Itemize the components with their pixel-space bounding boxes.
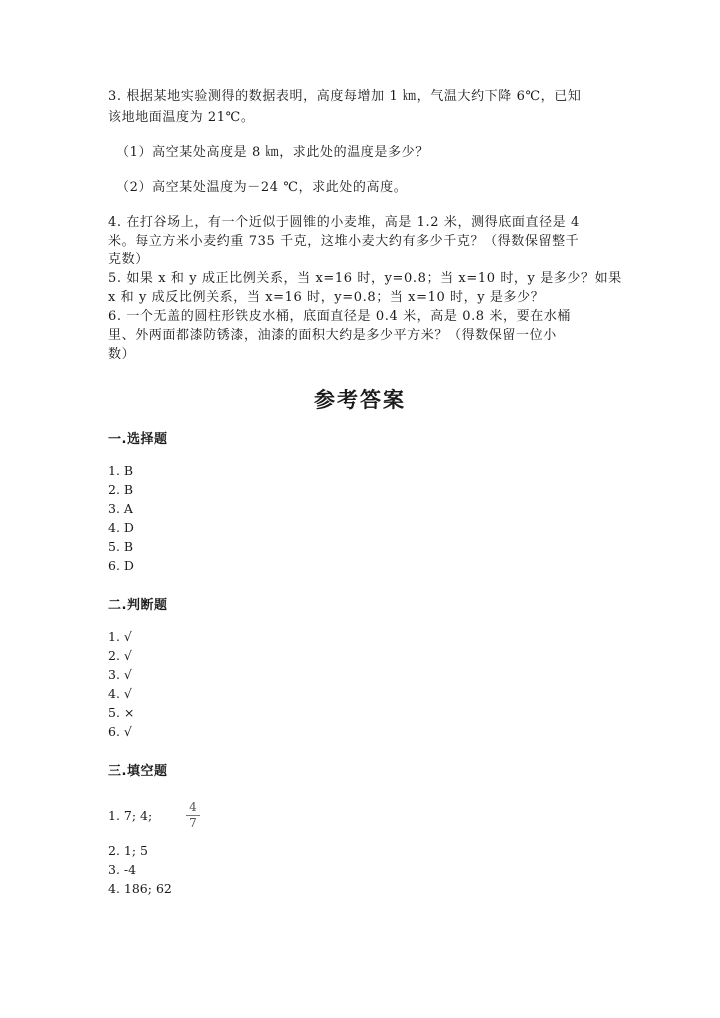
q6-line-2: 里、外两面都漆防锈漆，油漆的面积大约是多少平方米？（得数保留一位小 (108, 328, 557, 343)
q6-line-3: 数） (108, 347, 136, 362)
judgement-answer-5: 5. × (108, 705, 135, 720)
choice-answer-1: 1. B (108, 463, 134, 478)
choice-answer-5: 5. B (108, 539, 134, 554)
judgement-answer-2: 2. √ (108, 648, 132, 663)
q4-line-2: 米。每立方米小麦约重 735 千克，这堆小麦大约有多少千克？（得数保留整千 (108, 234, 580, 249)
q6-line-1: 6. 一个无盖的圆柱形铁皮水桶，底面直径是 0.4 米，高是 0.8 米，要在水桶 (108, 309, 572, 324)
section-heading-fill-blank: 三.填空题 (108, 764, 168, 779)
answer-key-title: 参考答案 (314, 388, 406, 412)
choice-answer-2: 2. B (108, 482, 134, 497)
q5-line-1: 5. 如果 x 和 y 成正比例关系，当 x=16 时，y=0.8；当 x=10 时，y 是多少？如果 (108, 271, 622, 286)
q4-line-3: 克数） (108, 252, 149, 267)
choice-answer-6: 6. D (108, 558, 134, 573)
judgement-answer-3: 3. √ (108, 667, 132, 682)
q3-line-1: 3. 根据某地实验测得的数据表明，高度每增加 1 ㎞，气温大约下降 6℃，已知 (108, 89, 582, 104)
q3-line-2: 该地地面温度为 21℃。 (108, 110, 255, 125)
q4-line-1: 4. 在打谷场上，有一个近似于圆锥的小麦堆，高是 1.2 米，测得底面直径是 4 (108, 215, 580, 230)
section-heading-choice: 一.选择题 (108, 432, 168, 447)
judgement-answer-6: 6. √ (108, 724, 132, 739)
fraction-denominator: 7 (189, 816, 197, 830)
judgement-answer-1: 1. √ (108, 629, 132, 644)
fill-answer-3: 3. -4 (108, 862, 137, 877)
q5-line-2: x 和 y 成反比例关系，当 x=16 时，y=0.8；当 x=10 时，y 是多少？ (108, 290, 545, 305)
q3-sub-2: （2）高空某处温度为－24 ℃，求此处的高度。 (116, 180, 408, 195)
choice-answer-3: 3. A (108, 501, 133, 516)
section-heading-judgement: 二.判断题 (108, 598, 168, 613)
judgement-answer-4: 4. √ (108, 686, 132, 701)
fraction-numerator: 4 (189, 800, 197, 814)
choice-answer-4: 4. D (108, 520, 134, 535)
fill-answer-1: 1. 7; 4; (108, 808, 153, 823)
fill-answer-4: 4. 186; 62 (108, 881, 172, 896)
q3-sub-1: （1）高空某处高度是 8 ㎞，求此处的温度是多少？ (116, 145, 429, 160)
fill-answer-2: 2. 1; 5 (108, 843, 148, 858)
fraction (186, 801, 200, 830)
